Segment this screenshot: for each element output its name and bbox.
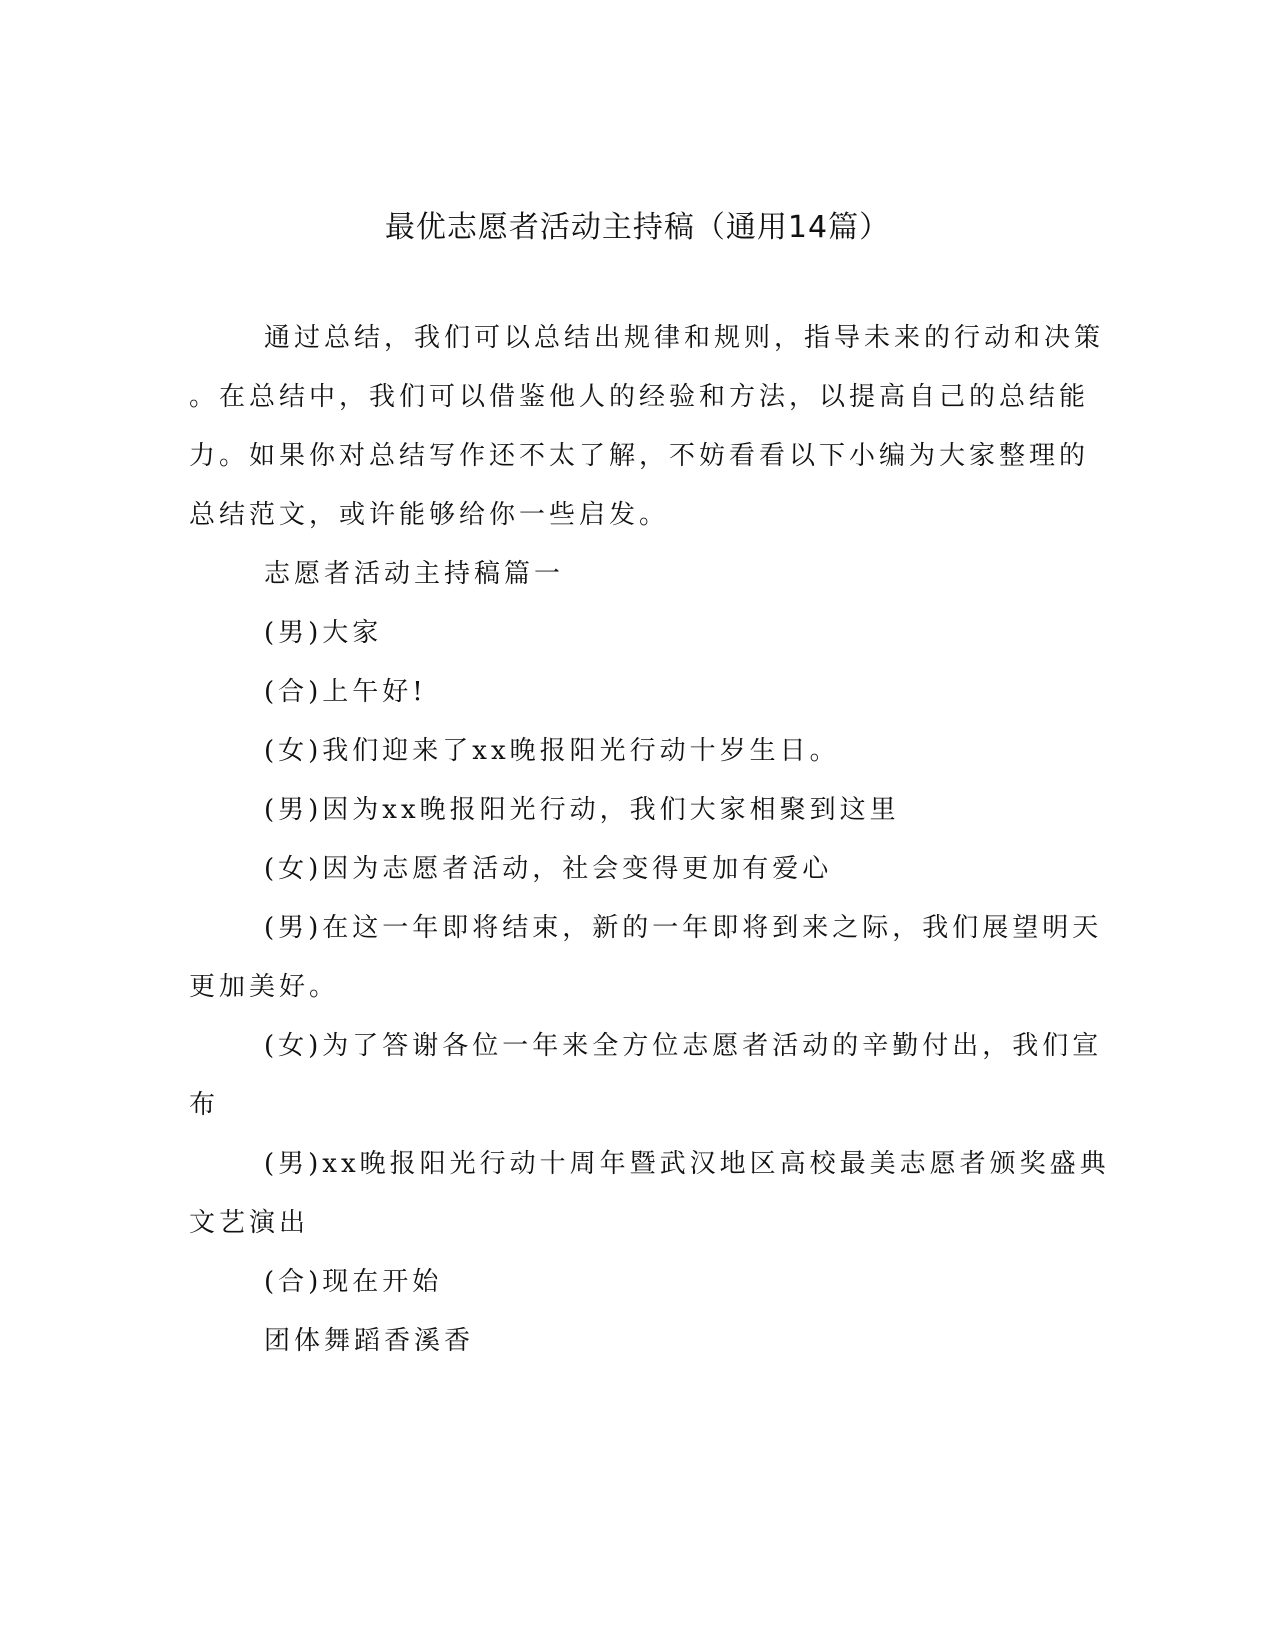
body-line: 力。如果你对总结写作还不太了解，不妨看看以下小编为大家整理的 <box>189 441 1090 471</box>
body-line: 。在总结中，我们可以借鉴他人的经验和方法，以提高自己的总结能 <box>189 382 1090 412</box>
dialogue-line: (女)因为志愿者活动，社会变得更加有爱心 <box>264 854 833 884</box>
section-heading: 志愿者活动主持稿篇一 <box>264 559 565 589</box>
dialogue-line: 布 <box>189 1090 220 1120</box>
dialogue-line: (女)我们迎来了xx晚报阳光行动十岁生日。 <box>264 736 840 766</box>
document-title: 最优志愿者活动主持稿（通用14篇） <box>384 210 891 245</box>
dialogue-line: 文艺演出 <box>189 1208 310 1238</box>
dialogue-line: 更加美好。 <box>189 972 340 1002</box>
dialogue-line: (合)上午好! <box>264 677 427 707</box>
dialogue-line: (合)现在开始 <box>264 1267 443 1297</box>
dialogue-line: (男)因为xx晚报阳光行动，我们大家相聚到这里 <box>264 795 900 825</box>
dialogue-line: (男)大家 <box>264 618 383 648</box>
dialogue-line: (男)xx晚报阳光行动十周年暨武汉地区高校最美志愿者颁奖盛典 <box>264 1149 1110 1179</box>
program-item: 团体舞蹈香溪香 <box>264 1326 475 1356</box>
body-line: 通过总结，我们可以总结出规律和规则，指导未来的行动和决策 <box>264 323 1105 353</box>
dialogue-line: (男)在这一年即将结束，新的一年即将到来之际，我们展望明天 <box>264 913 1103 943</box>
dialogue-line: (女)为了答谢各位一年来全方位志愿者活动的辛勤付出，我们宣 <box>264 1031 1103 1061</box>
body-line: 总结范文，或许能够给你一些启发。 <box>189 500 670 530</box>
